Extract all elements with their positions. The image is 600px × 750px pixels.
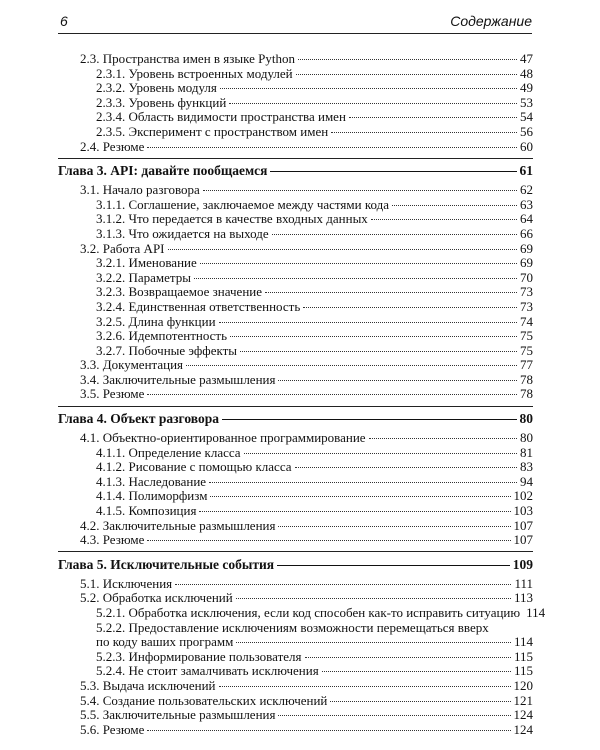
toc-entry-title: 4.3. Резюме <box>80 532 145 548</box>
toc-entry-title: 3.1.1. Соглашение, заключаемое между частями кода <box>96 196 389 212</box>
toc-entry-page: 102 <box>513 488 533 504</box>
toc-entry <box>58 475 533 490</box>
toc-chapter <box>58 410 533 427</box>
toc-entry <box>58 285 533 300</box>
toc-entry <box>58 110 533 125</box>
toc-entry <box>58 198 533 213</box>
toc-entry-title: 3.2.6. Идемпотентность <box>96 328 228 344</box>
toc-entry <box>58 708 533 723</box>
toc-entry-page: 81 <box>520 444 533 460</box>
dot-leader <box>147 147 517 148</box>
toc-entry-page: 114 <box>526 605 546 620</box>
toc-entry <box>58 256 533 271</box>
toc-entry-page: 64 <box>520 211 533 227</box>
toc-entry-title: 4.1.3. Наследование <box>96 473 207 489</box>
toc-entry-page: 107 <box>513 517 533 533</box>
dot-leader <box>236 598 511 599</box>
toc-entry-page: 54 <box>520 109 533 125</box>
toc-entry <box>58 52 533 67</box>
chapter-rule <box>58 406 533 407</box>
dot-leader <box>331 132 517 133</box>
toc-entry-page: 47 <box>520 51 533 66</box>
toc-entry-title: 3.2. Работа API <box>80 240 165 256</box>
dot-leader <box>220 88 517 89</box>
dot-leader <box>278 526 510 527</box>
dot-leader <box>147 730 510 731</box>
toc-entry-title: 5.6. Резюме <box>80 721 145 737</box>
toc-entry-page: 78 <box>520 371 533 387</box>
dot-leader <box>322 671 511 672</box>
dot-leader <box>219 322 517 323</box>
dot-leader <box>199 511 510 512</box>
toc-entry-title: 3.2.4. Единственная ответственность <box>96 298 301 314</box>
toc-chapter-title: Глава 4. Объект разговора <box>58 411 219 427</box>
dot-leader <box>210 496 510 497</box>
toc-chapter-page: 80 <box>519 411 533 427</box>
dot-leader <box>147 394 517 395</box>
toc-entry-page: 66 <box>520 225 533 241</box>
dot-leader <box>186 365 517 366</box>
toc-entry <box>58 125 533 140</box>
toc-entry <box>58 519 533 534</box>
toc-chapter <box>58 162 533 179</box>
toc-entry <box>58 694 533 709</box>
toc-entry <box>58 591 533 606</box>
toc-entry <box>58 446 533 461</box>
toc-entry-title: 4.1.4. Полиморфизм <box>96 488 208 504</box>
toc-entry-title: 5.2.1. Обработка исключения, если код способен как-то исправить ситуацию <box>96 605 521 620</box>
toc-entry-page: 103 <box>513 503 533 519</box>
toc-chapter-title: Глава 5. Исключительные события <box>58 556 275 572</box>
dot-leader <box>200 263 517 264</box>
toc-entry-title: 3.1.3. Что ожидается на выходе <box>96 225 269 241</box>
dot-leader <box>369 438 517 439</box>
toc-entry <box>58 387 533 402</box>
toc-entry-title: 3.2.7. Побочные эффекты <box>96 342 238 358</box>
dot-leader <box>229 103 517 104</box>
dot-leader <box>296 74 517 75</box>
toc-entry-page: 77 <box>520 357 533 373</box>
toc-entry-page: 120 <box>513 677 533 693</box>
toc-entry-page: 124 <box>513 707 533 723</box>
toc-entry-page: 53 <box>520 94 533 110</box>
toc-entry <box>58 300 533 315</box>
toc-entry-page: 63 <box>520 196 533 212</box>
toc-entry <box>58 227 533 242</box>
toc-entry-page: 111 <box>514 575 533 591</box>
dot-leader <box>272 234 517 235</box>
toc-entry <box>58 489 533 504</box>
toc-entry-title: 5.2.3. Информирование пользователя <box>96 648 302 664</box>
toc-entry <box>58 605 546 621</box>
toc-entry-page: 48 <box>520 65 533 81</box>
toc-entry <box>58 242 533 257</box>
dot-leader <box>168 249 518 250</box>
table-of-contents <box>58 51 546 737</box>
toc-entry-page: 114 <box>513 634 533 650</box>
toc-entry-page: 80 <box>520 430 533 446</box>
dot-leader <box>230 336 517 337</box>
toc-entry <box>58 183 533 198</box>
toc-entry <box>58 271 533 286</box>
running-title: Содержание <box>450 13 532 29</box>
toc-entry-title: 3.3. Документация <box>80 357 184 373</box>
dot-leader <box>371 219 517 220</box>
toc-entry <box>58 373 533 388</box>
toc-entry-title: 4.1.5. Композиция <box>96 503 197 519</box>
toc-entry-page: 49 <box>520 80 533 96</box>
toc-entry-page: 107 <box>513 532 533 548</box>
toc-entry <box>58 212 533 227</box>
toc-entry-title: 4.1.2. Рисование с помощью класса <box>96 459 292 475</box>
toc-entry <box>58 723 533 738</box>
toc-chapter-page: 109 <box>512 556 533 572</box>
toc-entry <box>58 329 533 344</box>
dot-leader <box>303 307 517 308</box>
toc-entry-title: 2.3. Пространства имен в языке Python <box>80 51 295 66</box>
dot-leader <box>240 351 517 352</box>
toc-entry-page: 115 <box>513 648 533 664</box>
toc-entry-title: 3.2.1. Именование <box>96 255 197 271</box>
toc-entry <box>58 358 533 373</box>
toc-entry-title: 5.5. Заключительные размышления <box>80 707 276 723</box>
toc-entry-page: 75 <box>520 328 533 344</box>
dot-leader <box>219 686 511 687</box>
toc-entry <box>58 96 533 111</box>
toc-entry-title: 3.2.5. Длина функции <box>96 313 216 329</box>
toc-entry-page: 62 <box>520 182 533 198</box>
toc-entry-title-line1: 5.2.2. Предоставление исключениям возможности перемещаться вверх <box>96 619 489 635</box>
toc-entry <box>58 344 533 359</box>
toc-chapter <box>58 556 533 573</box>
toc-entry <box>58 533 533 548</box>
toc-entry-title: 2.3.4. Область видимости пространства имен <box>96 109 346 125</box>
toc-entry-title: 4.1.1. Определение класса <box>96 444 241 460</box>
toc-entry-title: 3.1.2. Что передается в качестве входных данных <box>96 211 368 227</box>
toc-entry-title: 3.4. Заключительные размышления <box>80 371 276 387</box>
toc-entry-title: 2.3.5. Эксперимент с пространством имен <box>96 123 329 139</box>
toc-entry-title: 2.3.2. Уровень модуля <box>96 80 217 96</box>
dot-leader <box>147 540 510 541</box>
toc-entry <box>58 460 533 475</box>
dot-leader <box>298 59 517 60</box>
toc-entry-title: 4.1. Объектно-ориентированное программирование <box>80 430 366 446</box>
toc-entry-page: 56 <box>520 123 533 139</box>
dot-leader <box>305 657 511 658</box>
dot-leader <box>349 117 517 118</box>
toc-entry-page: 115 <box>513 663 533 679</box>
toc-entry-title: 3.2.3. Возвращаемое значение <box>96 284 263 300</box>
toc-entry-page: 121 <box>513 692 533 708</box>
toc-entry-page: 60 <box>520 138 533 154</box>
toc-entry-page: 78 <box>520 386 533 402</box>
chapter-leader <box>277 565 510 566</box>
toc-entry-page: 73 <box>520 284 533 300</box>
toc-entry-page: 74 <box>520 313 533 329</box>
chapter-leader <box>222 419 517 420</box>
toc-entry-title: 5.2. Обработка исключений <box>80 590 233 606</box>
toc-entry-page: 83 <box>520 459 533 475</box>
toc-entry <box>58 431 533 446</box>
dot-leader <box>175 584 511 585</box>
toc-entry-page: 113 <box>513 590 533 606</box>
toc-entry-title: 5.4. Создание пользовательских исключений <box>80 692 328 708</box>
toc-entry-page: 70 <box>520 269 533 285</box>
dot-leader <box>203 190 517 191</box>
toc-entry-title: 4.2. Заключительные размышления <box>80 517 276 533</box>
toc-entry-page: 124 <box>513 721 533 737</box>
toc-entry-title: 3.2.2. Параметры <box>96 269 191 285</box>
chapter-leader <box>270 171 516 172</box>
toc-entry <box>58 67 533 82</box>
toc-entry <box>58 577 533 592</box>
dot-leader <box>265 292 517 293</box>
toc-entry-title: 2.3.3. Уровень функций <box>96 94 227 110</box>
toc-chapter-page: 61 <box>519 163 533 179</box>
toc-entry-title: 2.4. Резюме <box>80 138 145 154</box>
chapter-rule <box>58 158 533 159</box>
toc-entry <box>58 650 533 665</box>
dot-leader <box>330 701 510 702</box>
toc-entry-page: 75 <box>520 342 533 358</box>
dot-leader <box>209 482 517 483</box>
toc-entry-page: 69 <box>520 240 533 256</box>
dot-leader <box>236 642 511 643</box>
toc-entry <box>58 664 533 679</box>
toc-entry <box>58 81 533 96</box>
toc-entry-page: 94 <box>520 473 533 489</box>
dot-leader <box>278 380 517 381</box>
toc-entry-page: 69 <box>520 255 533 271</box>
chapter-rule <box>58 551 533 552</box>
running-head <box>58 11 532 34</box>
toc-chapter-title: Глава 3. API: давайте пообщаемся <box>58 163 268 179</box>
toc-entry <box>58 504 533 519</box>
toc-entry <box>58 140 533 155</box>
dot-leader <box>244 453 517 454</box>
toc-entry-title: 5.2.4. Не стоит замалчивать исключения <box>96 663 319 679</box>
toc-entry <box>58 315 533 330</box>
toc-entry-page: 73 <box>520 298 533 314</box>
toc-entry-title: 3.1. Начало разговора <box>80 182 200 198</box>
dot-leader <box>295 467 517 468</box>
dot-leader <box>392 205 517 206</box>
toc-entry-title: 3.5. Резюме <box>80 386 145 402</box>
toc-entry-title: 5.3. Выдача исключений <box>80 677 216 693</box>
dot-leader <box>194 278 517 279</box>
toc-entry-title: 5.1. Исключения <box>80 575 173 591</box>
toc-entry <box>58 679 533 694</box>
dot-leader <box>278 715 510 716</box>
toc-entry-title-line2: по коду ваших программ <box>96 634 234 650</box>
toc-entry-title: 2.3.1. Уровень встроенных модулей <box>96 65 293 81</box>
page-number: 6 <box>60 13 68 29</box>
toc-entry <box>58 635 533 650</box>
